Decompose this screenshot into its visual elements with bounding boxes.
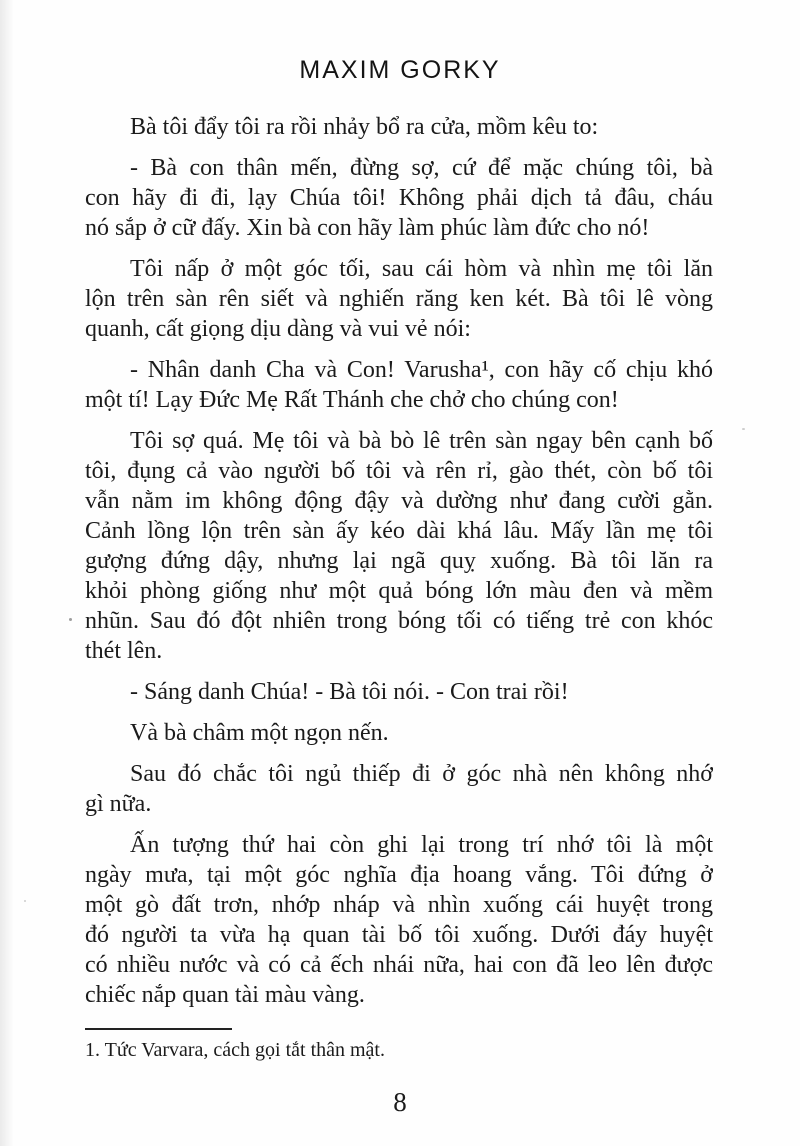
paragraph (85, 759, 713, 819)
text-block (85, 112, 713, 1021)
text-line: đó người ta vừa hạ quan tài bố tôi xuống. Dưới đáy huyệt (85, 922, 713, 948)
text-line: lộn trên sàn rên siết và nghiến răng ken két. Bà tôi lê vòng (85, 286, 713, 312)
footnote-text: 1. Tức Varvara, cách gọi tắt thân mật. (85, 1039, 385, 1061)
footnote-separator (85, 1028, 232, 1030)
text-line: Bà tôi đẩy tôi ra rồi nhảy bổ ra cửa, mồm kêu to: (130, 114, 599, 140)
text-line: Sau đó chắc tôi ngủ thiếp đi ở góc nhà nên không nhớ (130, 761, 713, 787)
text-line: tôi, đụng cả vào người bố tôi và rên rỉ, gào thét, còn bố tôi (85, 458, 713, 484)
text-line: - Bà con thân mến, đừng sợ, cứ để mặc chúng tôi, bà (130, 155, 713, 181)
paragraph (85, 718, 713, 748)
text-line: ngày mưa, tại một góc nghĩa địa hoang vắng. Tôi đứng ở (85, 862, 713, 888)
text-line: con hãy đi đi, lạy Chúa tôi! Không phải dịch tả đâu, cháu (85, 185, 713, 211)
scan-speck (69, 618, 72, 621)
text-line: chiếc nắp quan tài màu vàng. (85, 982, 365, 1008)
text-line: Tôi sợ quá. Mẹ tôi và bà bò lê trên sàn ngay bên cạnh bố (130, 428, 713, 454)
running-header-author: MAXIM GORKY (299, 56, 501, 84)
text-line: một tí! Lạy Đức Mẹ Rất Thánh che chở cho chúng con! (85, 387, 619, 413)
text-line: Tôi nấp ở một góc tối, sau cái hòm và nhìn mẹ tôi lăn (130, 256, 713, 282)
text-line: nhũn. Sau đó đột nhiên trong bóng tối có tiếng trẻ con khóc (85, 608, 713, 634)
paragraph (85, 355, 713, 415)
paragraph (85, 830, 713, 1010)
text-line: thét lên. (85, 638, 163, 664)
scan-edge-shadow (0, 0, 14, 1146)
text-line: quanh, cất giọng dịu dàng và vui vẻ nói: (85, 316, 471, 342)
text-line: vẫn nằm im không động đậy và dường như đang cười gằn. (85, 488, 713, 514)
paragraph (85, 153, 713, 243)
text-line: Và bà châm một ngọn nến. (130, 720, 389, 746)
text-line: có nhiều nước và có cả ếch nhái nữa, hai con đã leo lên được (85, 952, 713, 978)
scan-speck (742, 428, 745, 430)
text-line: Ấn tượng thứ hai còn ghi lại trong trí nhớ tôi là một (130, 832, 713, 858)
paragraph (85, 677, 713, 707)
text-line: gượng đứng dậy, nhưng lại ngã quỵ xuống. Bà tôi lăn ra (85, 548, 713, 574)
text-line: Cảnh lồng lộn trên sàn ấy kéo dài khá lâu. Mấy lần mẹ tôi (85, 518, 713, 544)
paragraph (85, 426, 713, 666)
text-line: nó sắp ở cữ đấy. Xin bà con hãy làm phúc làm đức cho nó! (85, 215, 650, 241)
text-line: - Sáng danh Chúa! - Bà tôi nói. - Con trai rồi! (130, 679, 569, 705)
paragraph (85, 112, 713, 142)
text-line: gì nữa. (85, 791, 152, 817)
text-line: một gò đất trơn, nhớp nháp và nhìn xuống cái huyệt trong (85, 892, 713, 918)
paragraph (85, 254, 713, 344)
text-line: khỏi phòng giống như một quả bóng lớn màu đen và mềm (85, 578, 713, 604)
text-line: - Nhân danh Cha và Con! Varusha¹, con hãy cố chịu khó (130, 357, 713, 383)
scan-speck (24, 900, 26, 902)
page-number: 8 (393, 1087, 407, 1117)
